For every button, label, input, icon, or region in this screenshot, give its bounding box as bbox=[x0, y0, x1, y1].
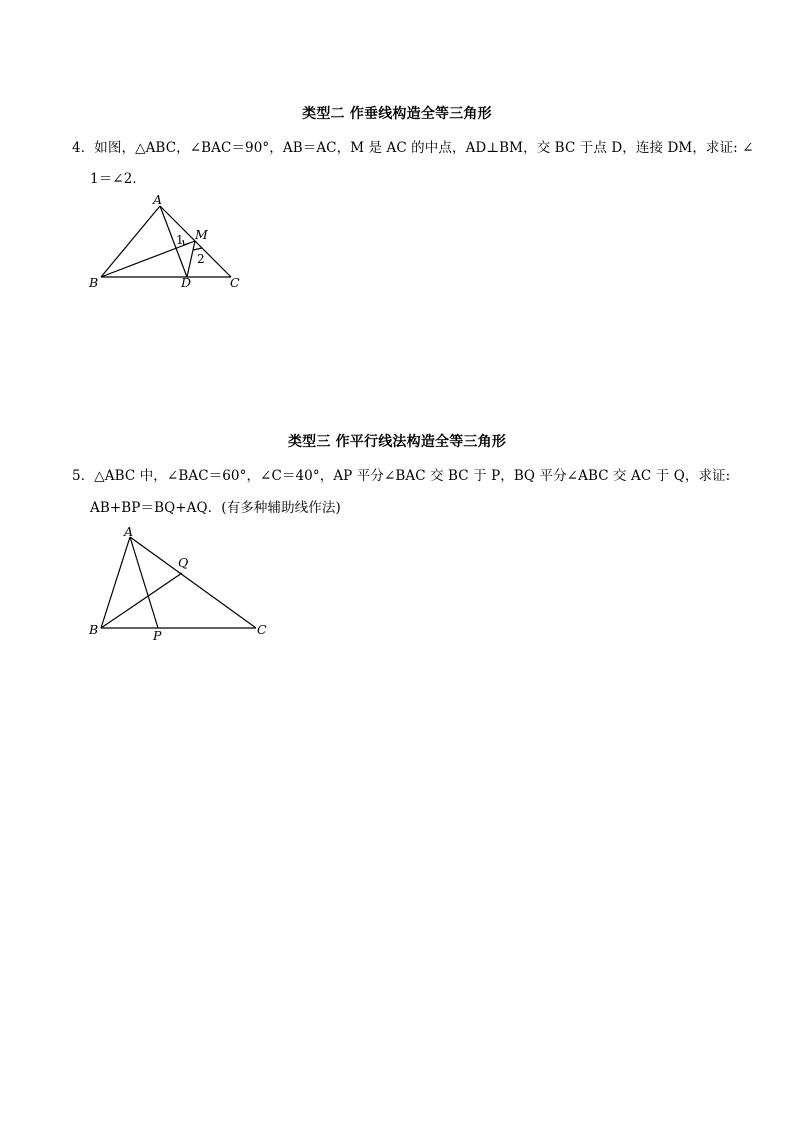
label-b: B bbox=[89, 275, 99, 290]
problem-4-line-2: 1＝∠2． bbox=[90, 171, 146, 187]
label-q: Q bbox=[178, 555, 189, 570]
label-a: A bbox=[124, 524, 134, 539]
problem-5-figure bbox=[80, 520, 280, 645]
label-p: P bbox=[153, 628, 162, 643]
label-angle-1: 1 bbox=[176, 233, 184, 247]
problem-4-line-1: 4．如图，△ABC，∠BAC＝90°，AB＝AC，M 是 AC 的中点，AD⊥BM，交 BC 于点 D，连接 DM，求证: ∠ bbox=[72, 140, 754, 156]
segment-ap bbox=[130, 537, 158, 628]
problem-5-line-2: AB+BP＝BQ+AQ．(有多种辅助线作法) bbox=[90, 500, 341, 516]
label-c: C bbox=[230, 275, 240, 290]
segment-bq bbox=[101, 573, 182, 628]
label-angle-2: 2 bbox=[197, 252, 205, 266]
problem-5-line-1: 5．△ABC 中，∠BAC＝60°，∠C＝40°，AP 平分∠BAC 交 BC 于 P，BQ 平分∠ABC 交 AC 于 Q，求证: bbox=[72, 468, 731, 484]
segment-ab bbox=[101, 206, 160, 277]
problem-4-figure bbox=[80, 192, 280, 302]
segment-dm bbox=[187, 241, 195, 277]
label-c: C bbox=[257, 622, 267, 637]
section-title-type-2: 类型二 作垂线构造全等三角形 bbox=[302, 106, 492, 122]
section-title-type-3: 类型三 作平行线法构造全等三角形 bbox=[287, 434, 507, 450]
label-d: D bbox=[181, 275, 192, 290]
label-a: A bbox=[153, 192, 163, 207]
segment-ab bbox=[101, 537, 130, 628]
angle-2-arc bbox=[193, 248, 202, 250]
segment-ac bbox=[130, 537, 256, 628]
label-m: M bbox=[195, 227, 208, 242]
label-b: B bbox=[89, 622, 99, 637]
